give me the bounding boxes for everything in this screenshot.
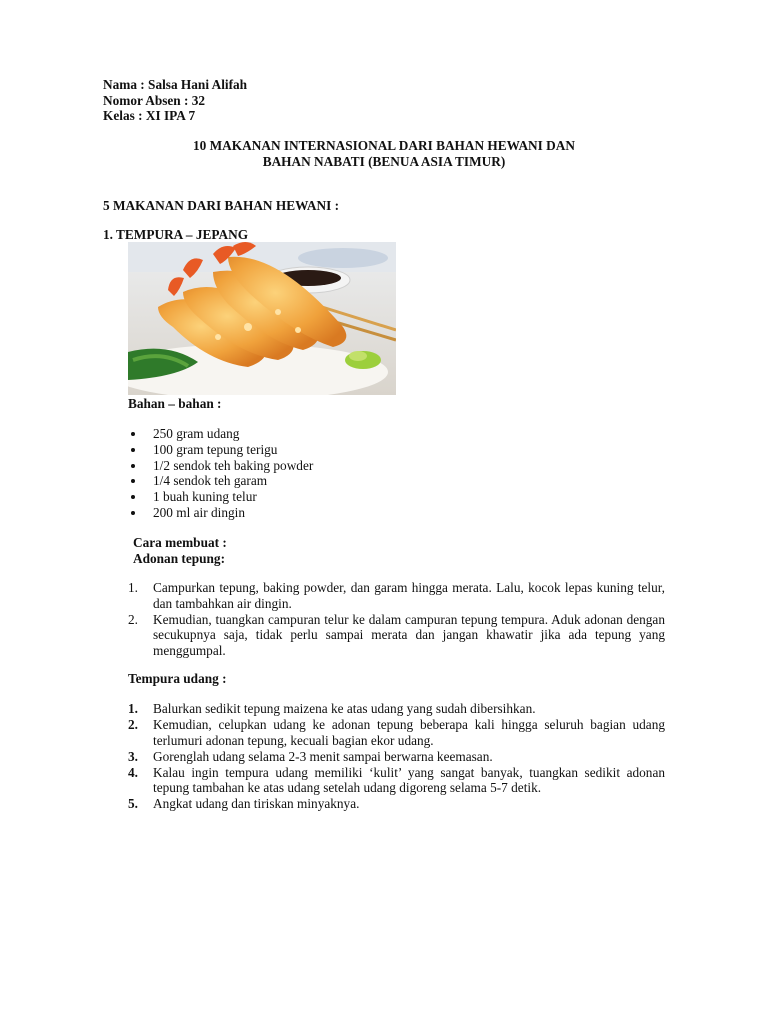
ingredient-item: 1/2 sendok teh baking powder [128,458,428,474]
step-number: 4. [128,764,138,780]
batter-steps [128,580,665,659]
batter-step [128,580,665,611]
tempura-step [128,749,665,765]
step-text: Balurkan sedikit tepung maizena ke atas udang yang sudah dibersihkan. [153,701,536,716]
tempura-photo [128,242,396,395]
tempura-steps [128,701,665,812]
ingredients-list [128,426,428,521]
ingredients-heading: Bahan – bahan : [128,396,222,411]
step-number: 2. [128,717,138,732]
batter-step [128,612,665,659]
ingredient-item: 1/4 sendok teh garam [128,473,428,489]
step-text: Gorenglah udang selama 2-3 menit sampai berwarna keemasan. [153,748,493,764]
ingredient-item: 250 gram udang [128,426,428,442]
tempura-step [128,701,665,717]
method-heading: Cara membuat : [133,535,227,550]
tempura-step [128,717,665,748]
step-number: 5. [128,796,138,811]
student-class: Kelas : XI IPA 7 [103,108,196,123]
step-text: Kemudian, tuangkan campuran telur ke dalam campuran tepung tempura. Aduk adonan dengan secukupnya saja, tidak perlu sampai merata dan jangan khawatir jika ada tepung yang menggumpal. [153,611,665,658]
student-number: Nomor Absen : 32 [103,92,206,108]
step-text: Campurkan tepung, baking powder, dan garam hingga merata. Lalu, kocok lepas kuning telur, dan tambahkan air dingin. [153,580,665,611]
step-text: Angkat udang dan tiriskan minyaknya. [153,796,360,811]
student-name: Nama : Salsa Hani Alifah [103,77,248,92]
step-text: Kalau ingin tempura udang memiliki ‘kulit’ yang sangat banyak, tuangkan sedikit adonan tepung tambahan ke atas udang setelah udang digoreng selama 5-7 detik. [153,764,665,795]
document-title-line-1: 10 MAKANAN INTERNASIONAL DARI BAHAN HEWANI DAN [193,138,575,153]
ingredient-item: 100 gram tepung terigu [128,442,428,458]
tempura-heading: Tempura udang : [128,671,227,686]
item-heading: 1. TEMPURA – JEPANG [103,227,249,242]
batter-heading: Adonan tepung: [133,551,226,566]
tempura-step [128,765,665,796]
ingredient-item: 1 buah kuning telur [128,489,428,505]
tempura-photo-drawing [128,242,396,395]
step-number: 1. [128,580,138,595]
step-number: 3. [128,748,138,764]
document-title [90,138,678,169]
step-text: Kemudian, celupkan udang ke adonan tepung beberapa kali hingga seluruh bagian udang terlumuri adonan tepung, kecuali bagian ekor udang. [153,717,665,748]
step-number: 2. [128,611,138,627]
step-number: 1. [128,701,138,716]
section-heading: 5 MAKANAN DARI BAHAN HEWANI : [103,198,340,213]
student-info [103,77,247,124]
ingredient-item: 200 ml air dingin [128,505,428,521]
tempura-step [128,796,665,812]
document-title-line-2: BAHAN NABATI (BENUA ASIA TIMUR) [262,153,506,169]
